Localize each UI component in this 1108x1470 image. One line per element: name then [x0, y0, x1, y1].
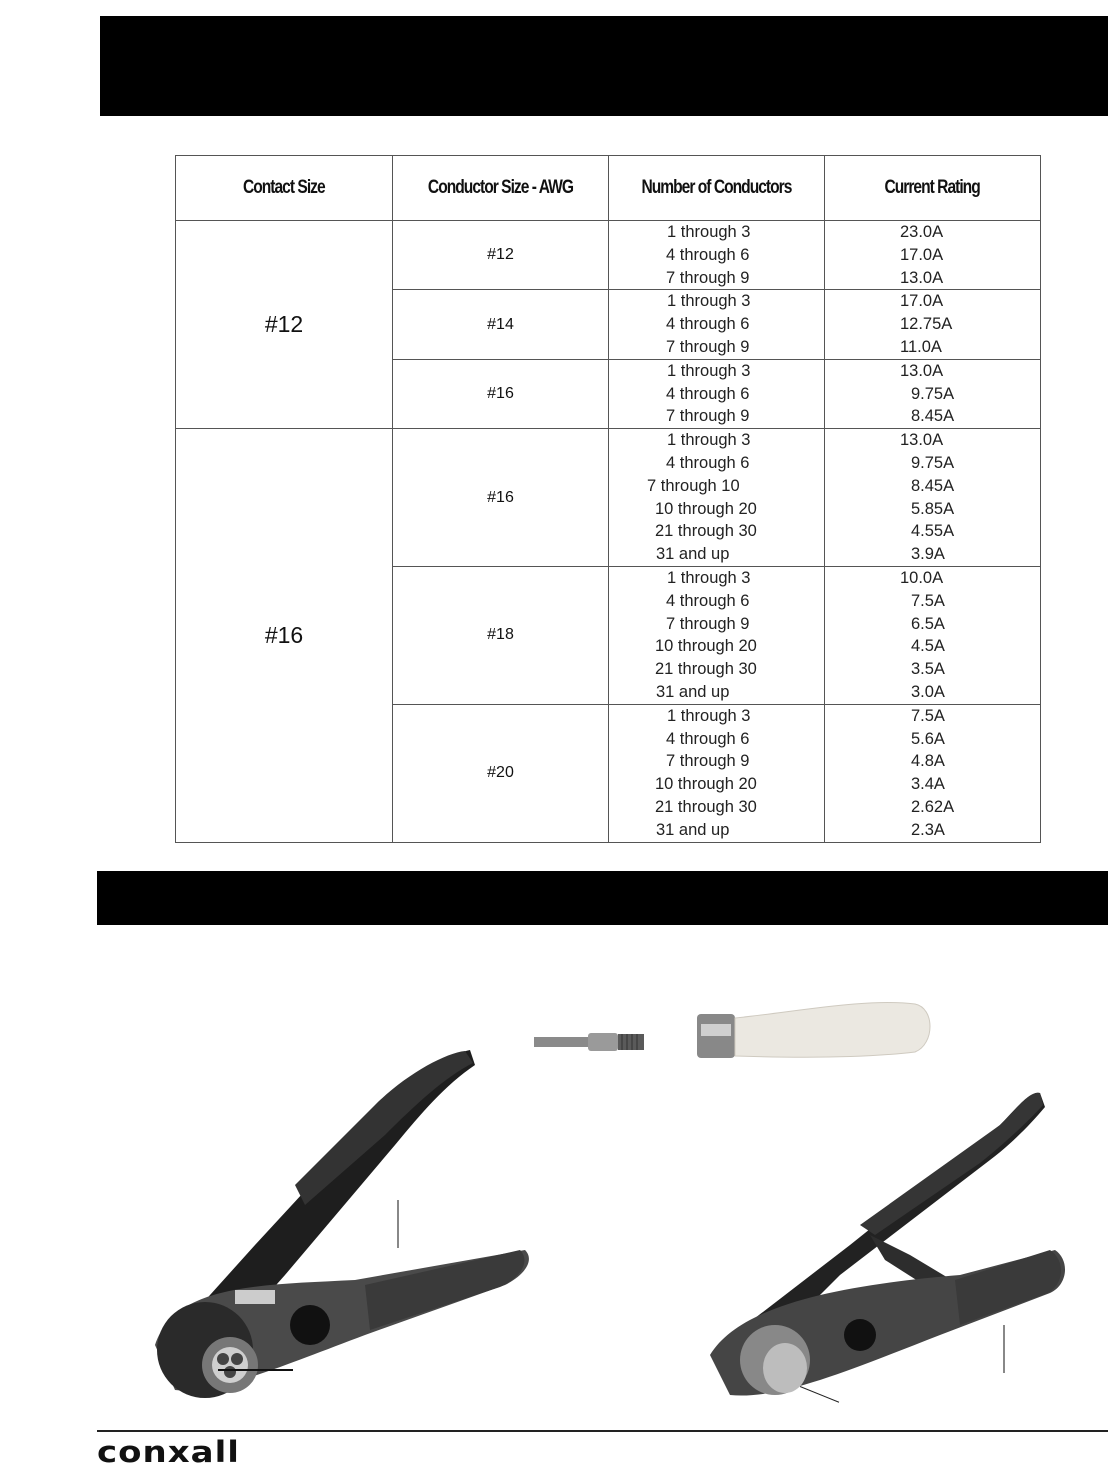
- callout-line: [397, 1200, 399, 1248]
- current-rating: 4.8A: [911, 752, 945, 771]
- current-rating: 13.0A: [900, 268, 944, 287]
- conductor-count: 4 through 6: [666, 245, 750, 264]
- conductor-count: 4 through 6: [666, 729, 750, 748]
- conductor-count: 7 through 9: [666, 614, 750, 633]
- conductor-count: 1 through 3: [667, 568, 751, 587]
- conductor-count: 31 and up: [656, 820, 730, 839]
- current-rating-cell: [825, 221, 1041, 290]
- conductor-count-cell: [609, 566, 825, 704]
- current-rating: 3.0A: [911, 682, 945, 701]
- conductor-count: 7 through 9: [666, 407, 750, 426]
- conductor-count: 21 through 30: [655, 797, 757, 816]
- conductor-count: 1 through 3: [667, 431, 751, 450]
- conductor-count: 1 through 3: [667, 223, 751, 241]
- conductor-count: 4 through 6: [666, 384, 750, 403]
- table-header-row: [176, 156, 1041, 221]
- brand-logo: conxall: [97, 1435, 240, 1470]
- awg-cell: #20: [393, 704, 609, 842]
- conductor-count-cell: [609, 429, 825, 567]
- conductor-count: 21 through 30: [655, 660, 757, 679]
- conductor-count-cell: [609, 221, 825, 290]
- current-rating-cell: [825, 704, 1041, 842]
- header-contact-size: Contact Size: [176, 156, 393, 221]
- conductor-count: 31 and up: [656, 682, 730, 701]
- current-rating-table: [175, 155, 1041, 843]
- conductor-count: 1 through 3: [667, 292, 751, 311]
- table-row: [176, 221, 1041, 290]
- awg-cell: #14: [393, 290, 609, 359]
- conductor-count: 7 through 10: [647, 476, 740, 495]
- conductor-count: 1 through 3: [667, 361, 751, 380]
- current-rating: 10.0A: [900, 568, 944, 587]
- contact-size-cell: #12: [176, 221, 393, 429]
- current-rating: 9.75A: [911, 384, 955, 403]
- current-rating: 11.0A: [900, 337, 942, 356]
- current-rating: 9.75A: [911, 453, 955, 472]
- current-rating: 3.5A: [911, 660, 945, 679]
- conductor-count: 7 through 9: [666, 752, 750, 771]
- current-rating: 5.85A: [911, 499, 955, 518]
- current-rating: 6.5A: [911, 614, 945, 633]
- current-rating: 3.9A: [911, 545, 945, 564]
- conductor-count: 7 through 9: [666, 337, 750, 356]
- current-rating: 23.0A: [900, 223, 944, 241]
- current-rating: 17.0A: [900, 245, 944, 264]
- current-rating: 8.45A: [911, 476, 955, 495]
- conductor-count-cell: [609, 290, 825, 359]
- insertion-bit-image: [530, 1028, 648, 1056]
- current-rating: 7.5A: [911, 591, 945, 610]
- awg-cell: #12: [393, 221, 609, 290]
- current-rating-cell: [825, 290, 1041, 359]
- table-row: [176, 429, 1041, 567]
- current-rating: 5.6A: [911, 729, 945, 748]
- section-bar: [97, 871, 1108, 925]
- awg-cell: #16: [393, 359, 609, 428]
- callout-line: [218, 1369, 293, 1371]
- current-rating: 3.4A: [911, 775, 945, 794]
- conductor-count-cell: [609, 359, 825, 428]
- current-rating-cell: [825, 429, 1041, 567]
- conductor-count: 21 through 30: [655, 522, 757, 541]
- conductor-count-cell: [609, 704, 825, 842]
- header-number-conductors: Number of Conductors: [609, 156, 825, 221]
- current-rating: 17.0A: [900, 292, 944, 311]
- current-rating: 12.75A: [900, 315, 953, 334]
- header-bar: [100, 16, 1108, 116]
- conductor-count: 4 through 6: [666, 315, 750, 334]
- current-rating: 13.0A: [900, 361, 944, 380]
- conductor-count: 7 through 9: [666, 268, 750, 287]
- current-rating: 2.62A: [911, 797, 955, 816]
- current-rating: 4.55A: [911, 522, 955, 541]
- crimp-tool-right-image: [700, 1085, 1080, 1405]
- current-rating-cell: [825, 359, 1041, 428]
- conductor-count: 4 through 6: [666, 453, 750, 472]
- wooden-handle-image: [695, 1000, 935, 1064]
- conductor-count: 10 through 20: [655, 637, 757, 656]
- conductor-count: 10 through 20: [655, 499, 757, 518]
- header-current-rating: Current Rating: [825, 156, 1041, 221]
- awg-cell: #18: [393, 566, 609, 704]
- current-rating: 8.45A: [911, 407, 955, 426]
- awg-cell: #16: [393, 429, 609, 567]
- conductor-count: 1 through 3: [667, 706, 751, 725]
- footer-divider: [97, 1430, 1108, 1432]
- callout-line: [1003, 1325, 1005, 1373]
- header-conductor-size: Conductor Size - AWG: [393, 156, 609, 221]
- conductor-count: 4 through 6: [666, 591, 750, 610]
- current-rating-cell: [825, 566, 1041, 704]
- current-rating: 7.5A: [911, 706, 945, 725]
- conductor-count: 10 through 20: [655, 775, 757, 794]
- conductor-count: 31 and up: [656, 545, 730, 564]
- crimp-tool-left-image: [135, 1045, 535, 1405]
- current-rating: 2.3A: [911, 820, 945, 839]
- contact-size-cell: #16: [176, 429, 393, 842]
- current-rating: 4.5A: [911, 637, 945, 656]
- current-rating: 13.0A: [900, 431, 944, 450]
